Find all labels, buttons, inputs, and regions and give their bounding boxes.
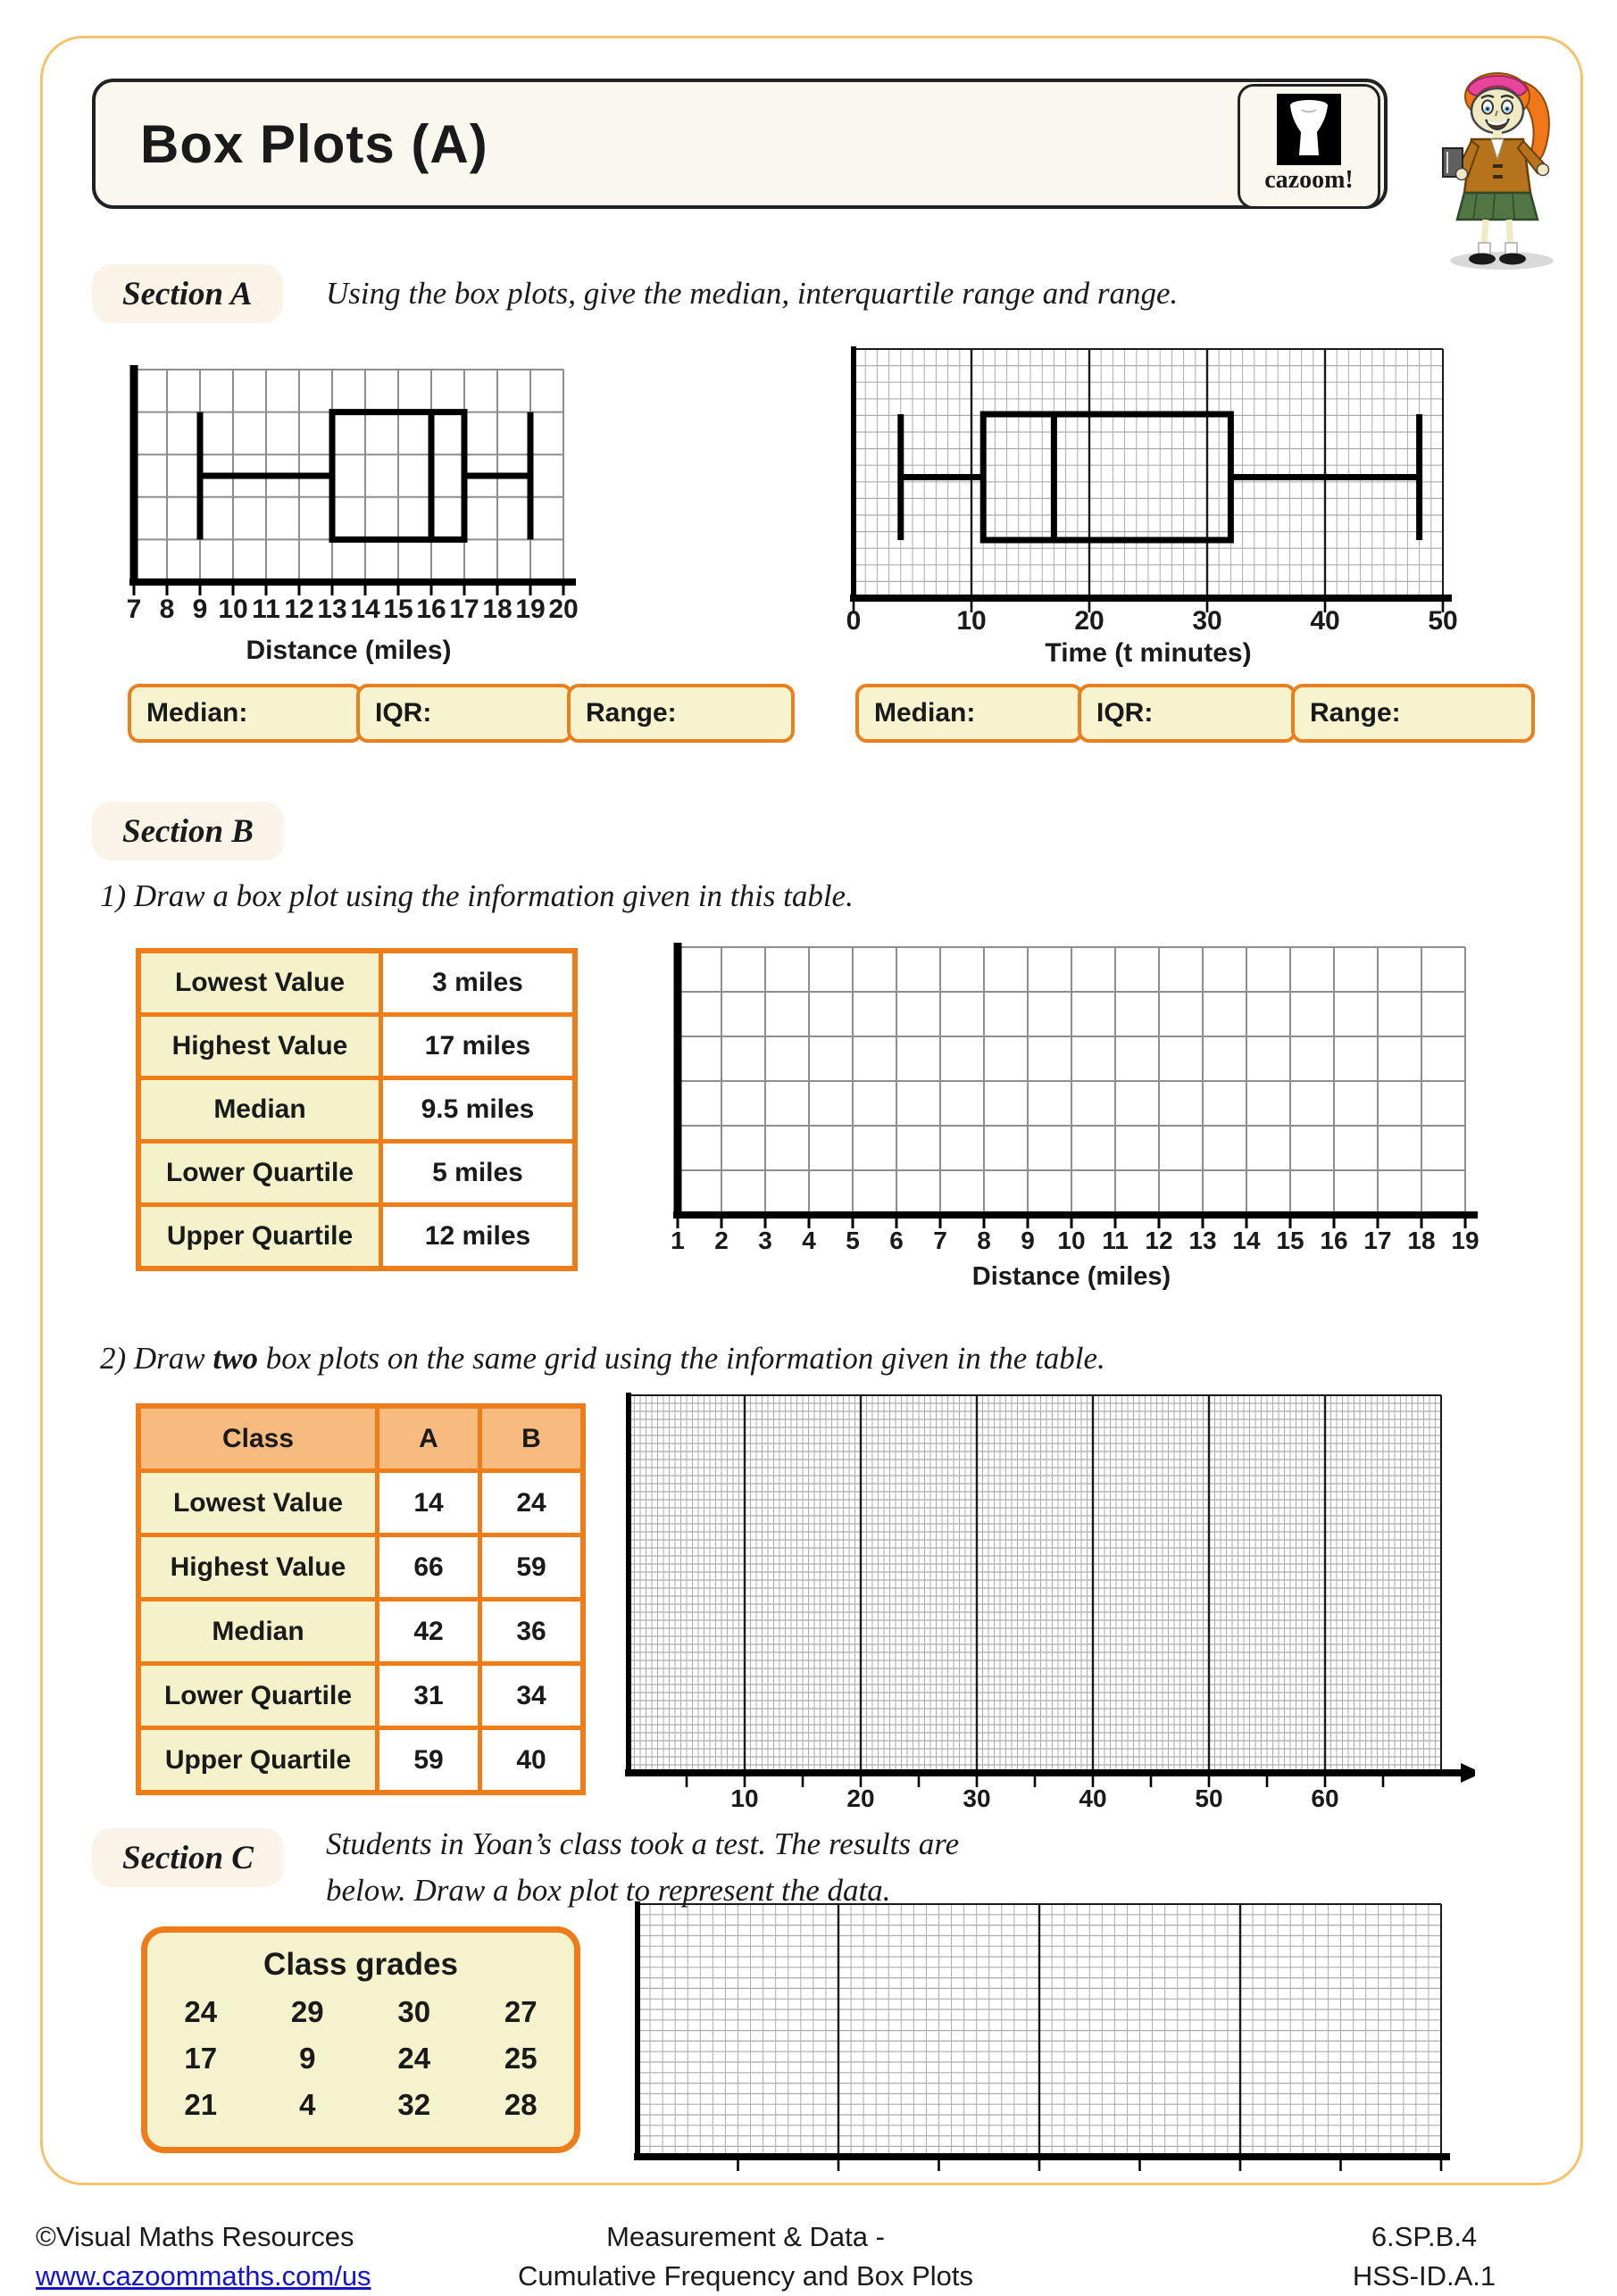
svg-text:13: 13 [1188,1227,1217,1254]
svg-text:19: 19 [515,595,546,624]
empty-grid-question-1 [665,940,1496,1297]
grade-value: 30 [397,1995,431,2028]
section-b-label: Section B [92,802,284,861]
boxplot-distance-miles [118,362,725,673]
question-2-prefix: 2) Draw [100,1341,213,1376]
grade-value: 25 [504,2042,538,2075]
table-cell: Highest Value [141,1017,379,1076]
grade-value: 28 [504,2088,538,2121]
cazoom-logo-text: cazoom! [1264,166,1354,194]
grade-value: 32 [397,2088,431,2121]
table-cell: Upper Quartile [141,1207,379,1266]
class-grades-box [141,1926,580,2153]
class-grades-title: Class grades [263,1947,458,1982]
grade-value: 27 [504,1995,538,2028]
svg-text:17: 17 [1363,1227,1392,1254]
table-cell: Lower Quartile [141,1666,375,1726]
page-title: Box Plots (A) [140,113,488,174]
section-a-instruction: Using the box plots, give the median, interquartile range and range. [326,276,1179,311]
grades-row [147,2042,574,2076]
section-c-instruction-line2: below. Draw a box plot to represent the data. [326,1873,891,1908]
svg-text:20: 20 [846,1784,875,1812]
svg-text:3: 3 [758,1227,772,1254]
footer-website-link[interactable]: www.cazoommaths.com/us [36,2260,371,2292]
svg-text:5: 5 [846,1227,860,1254]
svg-text:12: 12 [284,595,314,624]
svg-text:6: 6 [889,1227,904,1254]
table-cell: 59 [482,1537,580,1597]
svg-text:15: 15 [1276,1227,1304,1254]
svg-text:40: 40 [1310,606,1340,636]
table-cell: 42 [379,1601,478,1661]
svg-text:Time (t minutes): Time (t minutes) [1045,638,1252,668]
grade-value: 4 [299,2088,316,2121]
svg-text:18: 18 [482,595,513,624]
grade-value: 21 [184,2088,218,2121]
table-cell: 24 [482,1473,580,1533]
svg-text:50: 50 [1428,606,1458,636]
svg-text:18: 18 [1407,1227,1436,1254]
footer-right [1295,2217,1554,2296]
svg-text:12: 12 [1145,1227,1173,1254]
question-1-table [136,948,578,1271]
grade-value: 24 [184,1995,218,2028]
table-cell: Upper Quartile [141,1730,375,1790]
svg-text:11: 11 [1102,1227,1129,1254]
cazoom-logo [1238,84,1380,209]
table-cell: 17 miles [383,1017,572,1076]
svg-text:50: 50 [1195,1784,1223,1812]
answer-box-iqr-2: IQR: [1078,684,1296,743]
table-cell: Median [141,1080,379,1139]
grade-value: 29 [290,1995,324,2028]
svg-text:8: 8 [977,1227,991,1254]
footer-standard-2: HSS-ID.A.1 [1352,2260,1496,2292]
title-bar [92,79,1388,209]
grade-value: 24 [397,2042,431,2075]
answer-box-median-2: Median: [855,684,1083,743]
table-cell: A [379,1409,478,1468]
answer-box-median-1: Median: [128,684,363,743]
svg-text:7: 7 [933,1227,947,1254]
empty-grid-question-2 [618,1391,1475,1819]
footer-topic-line1: Measurement & Data - [606,2221,885,2252]
svg-text:10: 10 [218,595,248,624]
answer-box-range-2: Range: [1291,684,1535,743]
empty-grid-section-c [625,1900,1464,2185]
class-grades-values [147,1995,574,2122]
question-1-text: 1) Draw a box plot using the information given in this table. [100,878,854,913]
table-cell: 9.5 miles [383,1080,572,1139]
svg-text:16: 16 [416,595,446,624]
svg-text:10: 10 [730,1784,759,1812]
footer-copyright: ©Visual Maths Resources [36,2221,354,2252]
grades-row [147,1995,574,2029]
svg-text:10: 10 [1057,1227,1086,1254]
student-character-illustration [1413,54,1591,277]
table-cell: Highest Value [141,1537,375,1597]
table-cell: Lowest Value [141,1473,375,1533]
table-cell: 66 [379,1537,478,1597]
svg-text:Distance (miles): Distance (miles) [971,1262,1171,1291]
grade-value: 17 [184,2042,218,2075]
table-cell: 36 [482,1601,580,1661]
table-cell: 12 miles [383,1207,572,1266]
table-cell: 34 [482,1666,580,1726]
answer-box-range-1: Range: [567,684,795,743]
svg-text:20: 20 [548,595,579,624]
table-cell: Median [141,1601,375,1661]
svg-text:14: 14 [350,595,380,624]
table-cell: B [482,1409,580,1468]
svg-text:4: 4 [802,1227,816,1254]
svg-text:14: 14 [1232,1227,1261,1254]
svg-text:Distance (miles): Distance (miles) [246,636,452,665]
section-a-label: Section A [92,264,283,323]
footer-standard-1: 6.SP.B.4 [1371,2221,1478,2252]
svg-text:2: 2 [714,1227,729,1254]
svg-text:20: 20 [1074,606,1104,636]
question-2-bold: two [213,1341,258,1376]
answer-box-iqr-1: IQR: [356,684,573,743]
grade-value: 9 [299,2042,316,2075]
svg-text:1: 1 [671,1227,685,1254]
svg-text:8: 8 [159,595,175,624]
svg-text:60: 60 [1311,1784,1339,1812]
svg-text:17: 17 [449,595,479,624]
svg-text:0: 0 [846,606,862,636]
table-cell: Class [141,1409,375,1468]
svg-text:19: 19 [1451,1227,1479,1254]
table-cell: 40 [482,1730,580,1790]
svg-text:7: 7 [126,595,142,624]
footer-center [375,2217,1116,2296]
question-2-table [136,1403,586,1795]
table-cell: 3 miles [383,953,572,1012]
question-2-text [100,1335,1439,1382]
svg-text:11: 11 [252,595,280,624]
table-cell: 59 [379,1730,478,1790]
svg-text:9: 9 [1021,1227,1035,1254]
footer-topic-line2: Cumulative Frequency and Box Plots [517,2260,974,2292]
grades-row [147,2088,574,2122]
svg-text:30: 30 [1192,606,1222,636]
svg-text:40: 40 [1079,1784,1107,1812]
svg-text:15: 15 [383,595,413,624]
table-cell: 31 [379,1666,478,1726]
svg-text:9: 9 [192,595,208,624]
svg-text:16: 16 [1320,1227,1348,1254]
section-c-instruction-line1: Students in Yoan’s class took a test. The results are [326,1826,960,1861]
section-c-label: Section C [92,1828,284,1887]
question-2-suffix: box plots on the same grid using the information given in the table. [257,1341,1105,1376]
svg-text:13: 13 [317,595,347,624]
cazoom-drum-icon [1277,94,1341,165]
svg-text:10: 10 [956,606,987,636]
svg-text:30: 30 [963,1784,991,1812]
boxplot-time-minutes [841,342,1484,674]
table-cell: 5 miles [383,1144,572,1202]
table-cell: 14 [379,1473,478,1533]
table-cell: Lowest Value [141,953,379,1012]
table-cell: Lower Quartile [141,1144,379,1202]
